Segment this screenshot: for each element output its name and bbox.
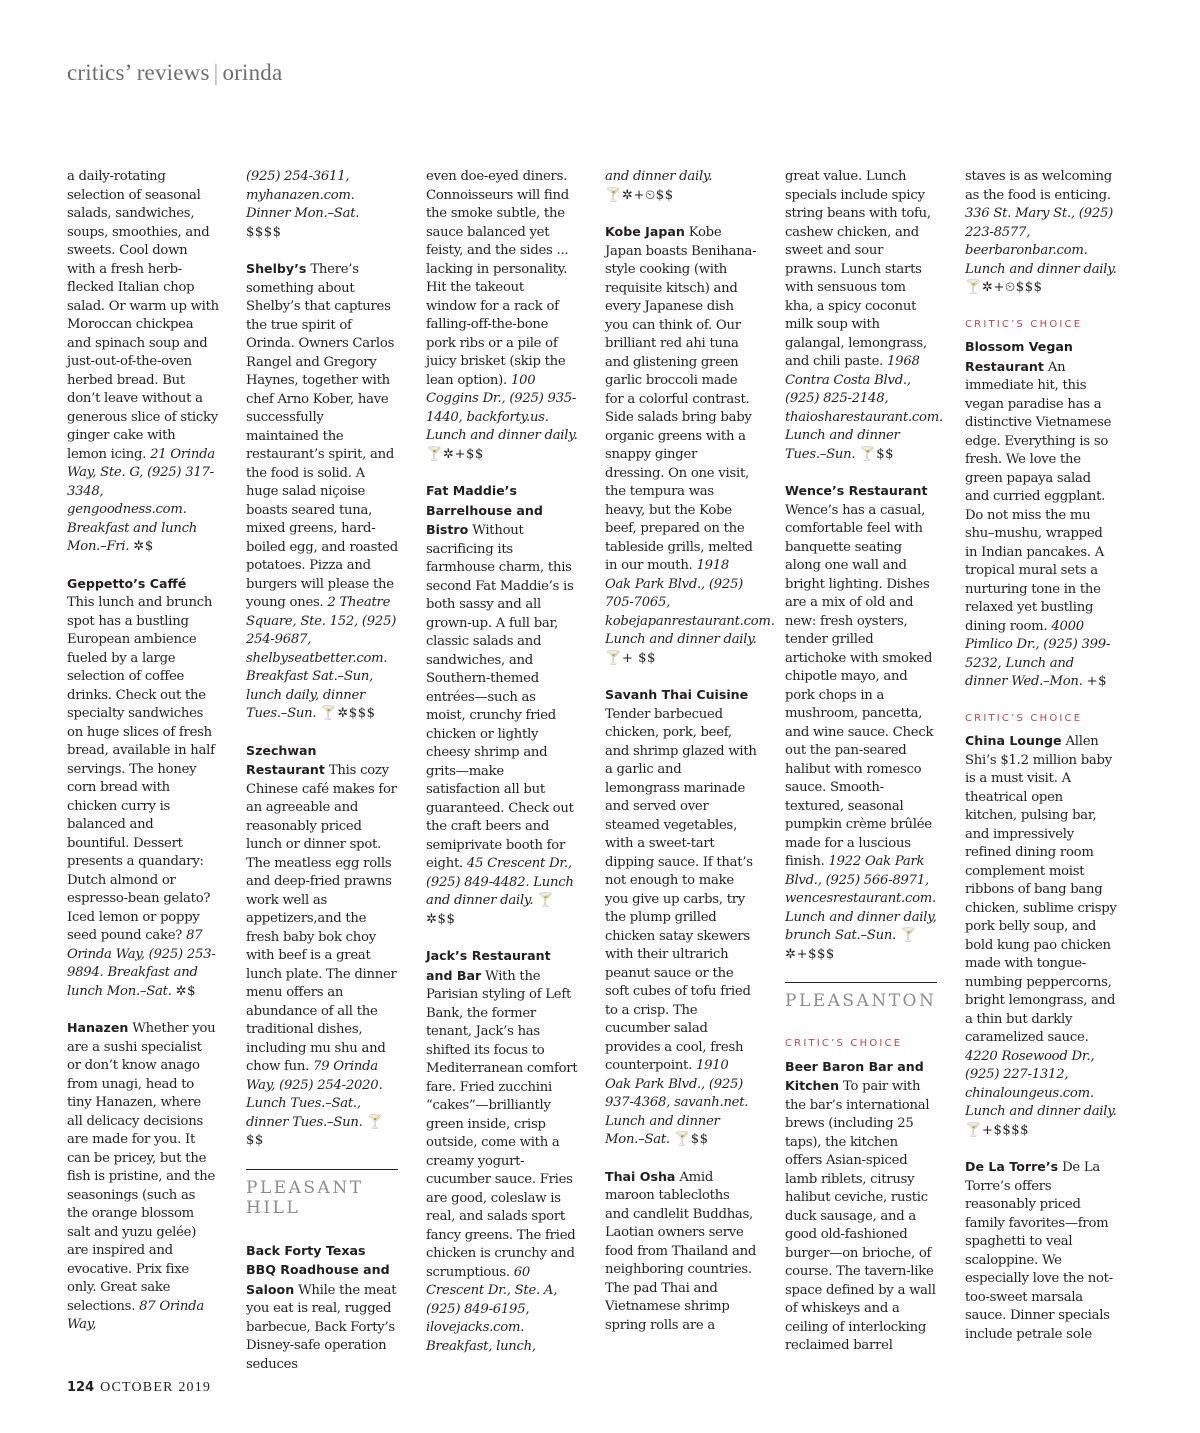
review-entry	[605, 686, 757, 1150]
review-text: This cozy Chinese café makes for an agreeable and reasonably priced lunch or dinner spot. The meatless egg rolls and deep-fried prawns work well as appetizers,and the fresh baby bok choy with beef is a great lunch plate. The dinner menu offers an abundance of all the traditional dishes, including mu shu and chow fun.	[246, 763, 397, 1074]
review-entry	[605, 223, 775, 668]
review-text: While the meat you eat is real, rugged barbecue, Back Forty’s Disney-safe operation seduces	[246, 1282, 397, 1372]
review-continued	[965, 168, 1117, 298]
price-symbols: 🍸✲+⏲$$$	[965, 280, 1043, 295]
review-text: This lunch and brunch spot has a bustling European ambience fueled by a large selection of coffee drinks. Check out the specialty sandwiches on huge slices of fresh bread, available in half servings. The honey corn bread with chicken curry is balanced and bountiful. Dessert presents a quandary: Dutch almond or espresso-bean gelato? Iced lemon or poppy seed pound cake?	[67, 595, 215, 943]
review-text: staves is as welcoming as the food is enticing.	[965, 169, 1112, 203]
review-text: a daily-rotating selection of seasonal salads, sandwiches, soups, smoothies, and sweets. Cool down with a fresh herb-flecked Italian chop salad. Or warm up with Moroccan chickpea and spinach soup and just-out-of-the-oven herbed bread. But don’t leave without a generous slice of sticky ginger cake with lemon icing.	[67, 169, 219, 462]
review-text: Kobe Japan boasts Benihana-style cooking (with requisite kitsch) and every Japanese dish you can think of. Our brilliant red ahi tuna and glistening green garlic broccoli made for a colorful contrast. Side salads bring baby organic greens with a snappy ginger dressing. On one visit, the tempura was heavy, but the Kobe beef, prepared on the tableside grills, melted in our mouth.	[605, 225, 757, 573]
price-symbols: 🍸$$	[859, 446, 895, 462]
review-info: 4000 Pimlico Dr., (925) 399-5232, Lunch and dinner Wed.–Mon.	[965, 618, 1111, 689]
review-info: 1968 Contra Costa Blvd., (925) 825-2148, thaiosharestaurant.com. Lunch and dinner Tues.–Sun.	[785, 354, 943, 462]
section-title: critics’ reviews	[67, 60, 210, 85]
review-entry	[785, 482, 937, 964]
restaurant-name: Savanh Thai Cuisine	[605, 687, 749, 702]
review-info: 336 St. Mary St., (925) 223-8577, beerbaronbar.com. Lunch and dinner daily.	[965, 206, 1117, 277]
review-entry	[965, 338, 1117, 692]
review-continued	[67, 168, 219, 557]
price-symbols: 🍸+ $$	[605, 650, 656, 666]
restaurant-name: Hanazen	[67, 1020, 129, 1035]
review-text: great value. Lunch specials include spicy string beans with tofu, cashew chicken, and sweet and sour prawns. Lunch starts with sensuous tom kha, a spicy coconut milk soup with galangal, lemongrass, and chili paste.	[785, 169, 931, 369]
review-info: 79 Orinda Way, (925) 254-2020. Lunch Tues.–Sat., dinner Tues.–Sun.	[246, 1059, 383, 1130]
restaurant-name: Jack’s Restaurant and Bar	[426, 948, 551, 983]
review-entry	[965, 732, 1117, 1140]
review-entry	[246, 742, 398, 1151]
price-symbols: 🍸+$$$$	[965, 1122, 1030, 1138]
critics-choice-label: CRITIC’S CHOICE	[965, 318, 1083, 330]
restaurant-name: Kobe Japan	[605, 224, 685, 239]
review-info: 87 Orinda Way, (925) 253-9894. Breakfast and lunch Mon.–Sat.	[67, 928, 216, 999]
restaurant-name: De La Torre’s	[965, 1159, 1059, 1174]
price-symbols: 🍸✲$$	[426, 893, 555, 927]
review-info: 21 Orinda Way, Ste. G, (925) 317-3348, gengoodness.com. Breakfast and lunch Mon.–Fri.	[67, 446, 215, 554]
review-entry	[426, 947, 578, 1356]
review-entry	[965, 1158, 1117, 1344]
review-text: Tender barbecued chicken, pork, beef, and shrimp glazed with a garlic and lemongrass marinade and served over steamed vegetables, with a sweet-tart dipping sauce. If that’s not enough to make you give up carbs, try the plump grilled chicken satay skewers with their ultrarich peanut sauce or the soft cubes of tofu fried to a crisp. The cucumber salad provides a cool, fresh counterpoint.	[605, 706, 757, 1073]
review-info: 100 Coggins Dr., (925) 935-1440, backforty.us. Lunch and dinner daily.	[426, 372, 578, 443]
price-symbols: 🍸✲+$$$	[785, 928, 917, 962]
location-title: orinda	[222, 60, 283, 85]
review-info: 1918 Oak Park Blvd., (925) 705-7065, kobejapanrestaurant.com. Lunch and dinner daily.	[605, 558, 775, 647]
review-continued	[605, 168, 757, 205]
critics-choice-label: CRITIC’S CHOICE	[785, 1038, 903, 1049]
review-text: Wence’s has a casual, comfortable feel with banquette seating along one wall and bright lighting. Dishes are a mix of old and new: fresh oysters, tender grilled artichoke with smoked chipotle mayo, and pork chops in a mushroom, pancetta, and wine sauce. Check out the pan-seared halibut with romesco sauce. Smooth-textured, seasonal pumpkin crème brûlée made for a luscious finish.	[785, 502, 934, 869]
restaurant-name: Thai Osha	[605, 1168, 676, 1184]
price-symbols: 🍸✲+$$	[426, 446, 484, 462]
column-3	[426, 168, 578, 1374]
price-symbols: 🍸$$	[246, 1114, 384, 1148]
review-entry	[426, 482, 578, 929]
restaurant-name: Geppetto’s Caffé	[67, 575, 187, 591]
review-info: and dinner daily.	[605, 169, 713, 184]
review-continued	[426, 168, 578, 464]
review-entry	[605, 1168, 757, 1336]
review-entry	[246, 1242, 398, 1375]
review-text: An immediate hit, this vegan paradise has a distinctive Vietnamese edge. Everything is so fresh. We love the green papaya salad and curried eggplant. Do not miss the mu shu–mushu, wrapped in Indian pancakes. A tropical mural sets a nurturing tone in the relaxed yet bustling dining room.	[965, 359, 1112, 634]
column-1	[67, 168, 219, 1353]
review-info: 60 Crescent Dr., Ste. A, (925) 849-6195, ilovejacks.com. Breakfast, lunch,	[426, 1264, 558, 1354]
column-6	[965, 168, 1117, 1362]
review-text: To pair with the bar’s international brews (including 25 taps), the kitchen offers Asian-spiced lamb riblets, citrusy halibut ceviche, rustic duck sausage, and a good old-fashioned burger—on brioche, of course. The tavern-like space defined by a wall of whiskeys and a ceiling of interlocking reclaimed barrel	[785, 1079, 936, 1353]
price-symbols: 🍸$$	[673, 1132, 709, 1147]
restaurant-name: Szechwan Restaurant	[246, 742, 325, 777]
review-info: 4220 Rosewood Dr., (925) 227-1312, chinaloungeus.com. Lunch and dinner daily.	[965, 1048, 1117, 1119]
restaurant-name: Shelby’s	[246, 261, 307, 276]
price-symbols: 🍸✲$$$	[320, 706, 376, 721]
restaurant-name: Back Forty Texas BBQ Roadhouse and Saloon	[246, 1242, 390, 1297]
review-text: There’s something about Shelby’s that captures the true spirit of Orinda. Owners Carlos Rangel and Gregory Haynes, together with chef Arno Kober, have successfully maintained the restaurant’s spirit, and the food is solid. A huge salad niçoise boasts seared tuna, mixed greens, hard-boiled egg, and roasted potatoes. Pizza and burgers will please the young ones.	[246, 262, 398, 610]
review-info: 87 Orinda Way,	[67, 1298, 204, 1332]
review-continued	[246, 168, 398, 242]
column-2	[246, 168, 398, 1392]
review-text: De La Torre’s offers reasonably priced family favorites—from spaghetti to veal scaloppine. We especially love the not-too-sweet marsala sauce. Dinner specials include petrale sole	[965, 1160, 1113, 1342]
restaurant-name: Fat Maddie’s Barrelhouse and Bistro	[426, 483, 543, 537]
review-text: With the Parisian styling of Left Bank, the former tenant, Jack’s has shifted its focus to Mediterranean comfort fare. Fried zucchini “cakes”—brilliantly green inside, crisp outside, come with a creamy yogurt-cucumber sauce. Fries are good, coleslaw is real, and salads sport fancy greens. The fried chicken is crunchy and scrumptious.	[426, 968, 578, 1280]
town-heading: PLEASANT HILL	[246, 1169, 398, 1218]
restaurant-name: China Lounge	[965, 733, 1062, 748]
critics-choice-label: CRITIC’S CHOICE	[965, 712, 1083, 724]
review-text: Allen Shi’s $1.2 million baby is a must visit. A theatrical open kitchen, pulsing bar, and impressively refined dining room complement moist ribbons of bang bang chicken, sublime crispy pork belly soup, and bold kung pao chicken made with tongue-numbing peppercorns, bright lemongrass, and a thin but darkly caramelized sauce.	[965, 734, 1117, 1045]
column-4	[605, 168, 775, 1353]
page-header	[67, 60, 282, 86]
review-info: 1910 Oak Park Blvd., (925) 937-4368, savanh.net. Lunch and dinner Mon.–Sat.	[605, 1058, 749, 1147]
review-info: 1922 Oak Park Blvd., (925) 566-8971, wencesrestaurant.com. Lunch and dinner daily, brunch Sat.–Sun.	[785, 854, 937, 943]
restaurant-name: Wence’s Restaurant	[785, 483, 928, 498]
reviews-columns	[67, 168, 1127, 1372]
header-separator: |	[213, 60, 219, 85]
review-text: Amid maroon tablecloths and candlelit Buddhas, Laotian owners serve food from Thailand and neighboring countries. The pad Thai and Vietnamese shrimp spring rolls are a	[605, 1169, 757, 1333]
review-entry	[67, 575, 219, 1002]
review-info: 45 Crescent Dr., (925) 849-4482. Lunch and dinner daily.	[426, 856, 574, 908]
town-heading: PLEASANTON	[785, 982, 937, 1011]
page-footer	[67, 1380, 211, 1396]
review-entry	[67, 1019, 219, 1335]
column-5	[785, 168, 943, 1374]
issue-date: OCTOBER 2019	[100, 1380, 212, 1395]
price-symbols: +$	[1086, 674, 1107, 689]
review-info: 2 Theatre Square, Ste. 152, (925) 254-9687, shelbyseatbetter.com. Breakfast Sat.–Sun, lunch daily, dinner Tues.–Sun.	[246, 595, 397, 721]
review-info: (925) 254-3611, myhanazen.com. Dinner Mon.–Sat.	[246, 169, 360, 221]
review-text: Without sacrificing its farmhouse charm, this second Fat Maddie’s is both sassy and all grown-up. A full bar, classic salads and sandwiches, and Southern-themed entrées—such as moist, crunchy fried chicken or lightly cheesy shrimp and grits—make satisfaction all but guaranteed. Check out the craft beers and semiprivate booth for eight.	[426, 523, 574, 871]
review-text: Whether you are a sushi specialist or don’t know anago from unagi, head to tiny Hanazen, where all delicacy decisions are made for you. It can be pricey, but the fish is pristine, and the seasonings (such as the orange blossom salt and yuzu gelée) are inspired and evocative. Prix fixe only. Great sake selections.	[67, 1021, 216, 1314]
review-entry	[785, 1058, 937, 1356]
page-number: 124	[67, 1380, 95, 1395]
price-symbols: $$$$	[246, 224, 282, 240]
restaurant-name: Beer Baron Bar and Kitchen	[785, 1058, 924, 1093]
review-text: even doe-eyed diners. Connoisseurs will find the smoke subtle, the sauce balanced yet feisty, and the sides ... lacking in personality. Hit the takeout window for a rack of falling-off-the-bone pork ribs or a pile of juicy brisket (skip the lean option).	[426, 169, 569, 388]
price-symbols: ✲$	[133, 539, 154, 554]
price-symbols: ✲$	[175, 983, 197, 999]
review-entry	[246, 260, 398, 724]
restaurant-name: Blossom Vegan Restaurant	[965, 339, 1073, 374]
review-continued	[785, 168, 943, 464]
price-symbols: 🍸✲+⏲$$	[605, 187, 674, 203]
